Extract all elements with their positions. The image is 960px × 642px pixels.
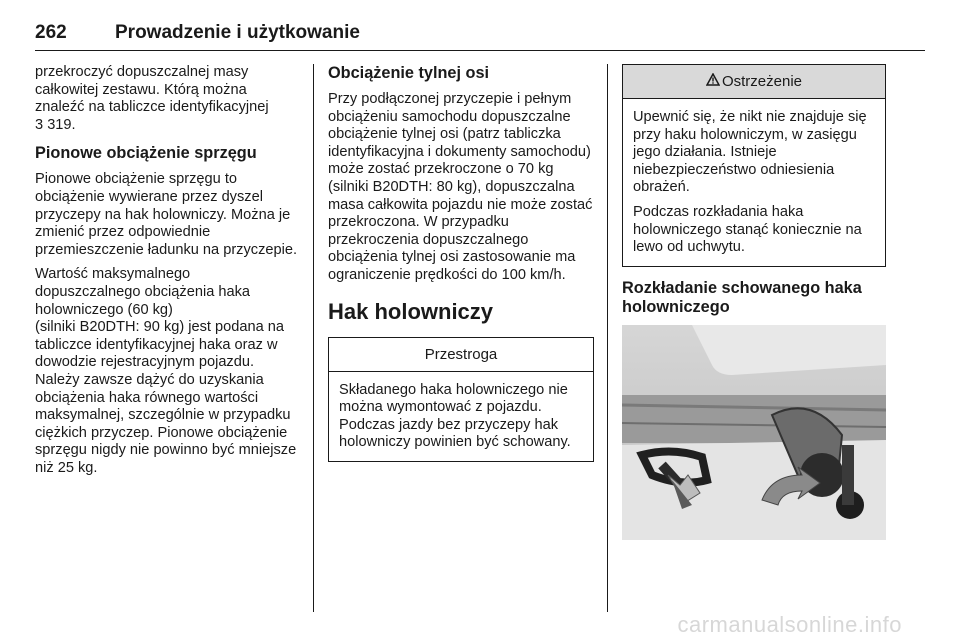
column-1 [35,64,299,484]
paragraph: Pionowe obciążenie sprzęgu to obciążenie wywierane przez dyszel przyczepy na hak holowniczy. Można je zmienić przez odpowiednie przemieszczenie ładunku na przyczepie. [35,171,298,258]
paragraph: (silniki B20DTH: 80 kg), dopuszczalna masa całkowita pojazdu nie może zostać przekroczona. W przypadku przekroczenia dopuszczalnego obciążenia tylnej osi zastosowanie ma ograniczenie prędkości do 100 km/h. [328,178,593,283]
section-heading-tow-hook: Hak holowniczy [328,298,494,324]
warning-title: Ostrzeżenie [721,73,803,90]
tow-hook-illustration [622,325,886,540]
warning-box [622,64,886,267]
reference-arrow: 3 [35,116,44,133]
section-heading-vertical-load: Pionowe obciążenie sprzęgu [35,144,257,163]
watermark: carmanualsonline.info [677,612,902,637]
page-header [35,22,360,44]
column-2 [328,64,594,462]
intro-paragraph: przekroczyć dopuszczalnej masy całkowitej zestawu. Którą można znaleźć na tabliczce identyfikacyjnej 3 319. [35,64,269,133]
column-divider-2 [607,64,608,612]
warning-header [623,65,885,99]
paragraph: Wartość maksymalnego dopuszczalnego obciążenia haka holowniczego (60 kg) [35,266,251,318]
paragraph: (silniki B20DTH: 90 kg) jest podana na tabliczce identyfikacyjnej haka oraz w dowodzie rejestracyjnym pojazdu. Należy zawsze dążyć do uzyskania obciążenia haka równego wartości maksymalnej, szczególnie w przypadku ciężkich przyczep. Pionowe obciążenie sprzęgu nigdy nie powinno być mniejsze niż 25 kg. [35,319,297,476]
caution-box [328,337,594,462]
caution-title: Przestroga [329,338,593,372]
warning-text: Upewnić się, że nikt nie znajduje się przy haku holowniczym, w zasięgu jego działania. Istnieje niebezpieczeństwo odniesienia obrażeń. [633,109,867,196]
page-number: 262 [35,22,67,43]
warning-text: Podczas rozkładania haka holowniczego stanąć koniecznie na lewo od uchwytu. [633,203,862,256]
page-title: Prowadzenie i użytkowanie [115,22,360,43]
warning-triangle-icon [706,73,720,90]
header-rule [35,50,925,51]
paragraph: Przy podłączonej przyczepie i pełnym obciążeniu samochodu dopuszczalne obciążenie tylnej osi (patrz tabliczka identyfikacyjna i dokumenty samochodu) może zostać przekroczone o 70 kg [328,91,591,178]
section-heading-unfold-hook: Rozkładanie schowanego haka holowniczego [622,278,862,316]
section-heading-rear-axle: Obciążenie tylnej osi [328,64,490,82]
column-divider-1 [313,64,314,612]
column-3 [622,64,886,540]
page-reference[interactable]: 319. [47,116,76,133]
caution-text: Składanego haka holowniczego nie można wymontować z pojazdu. Podczas jazdy bez przyczepy hak holowniczy powinien być schowany. [339,381,571,451]
